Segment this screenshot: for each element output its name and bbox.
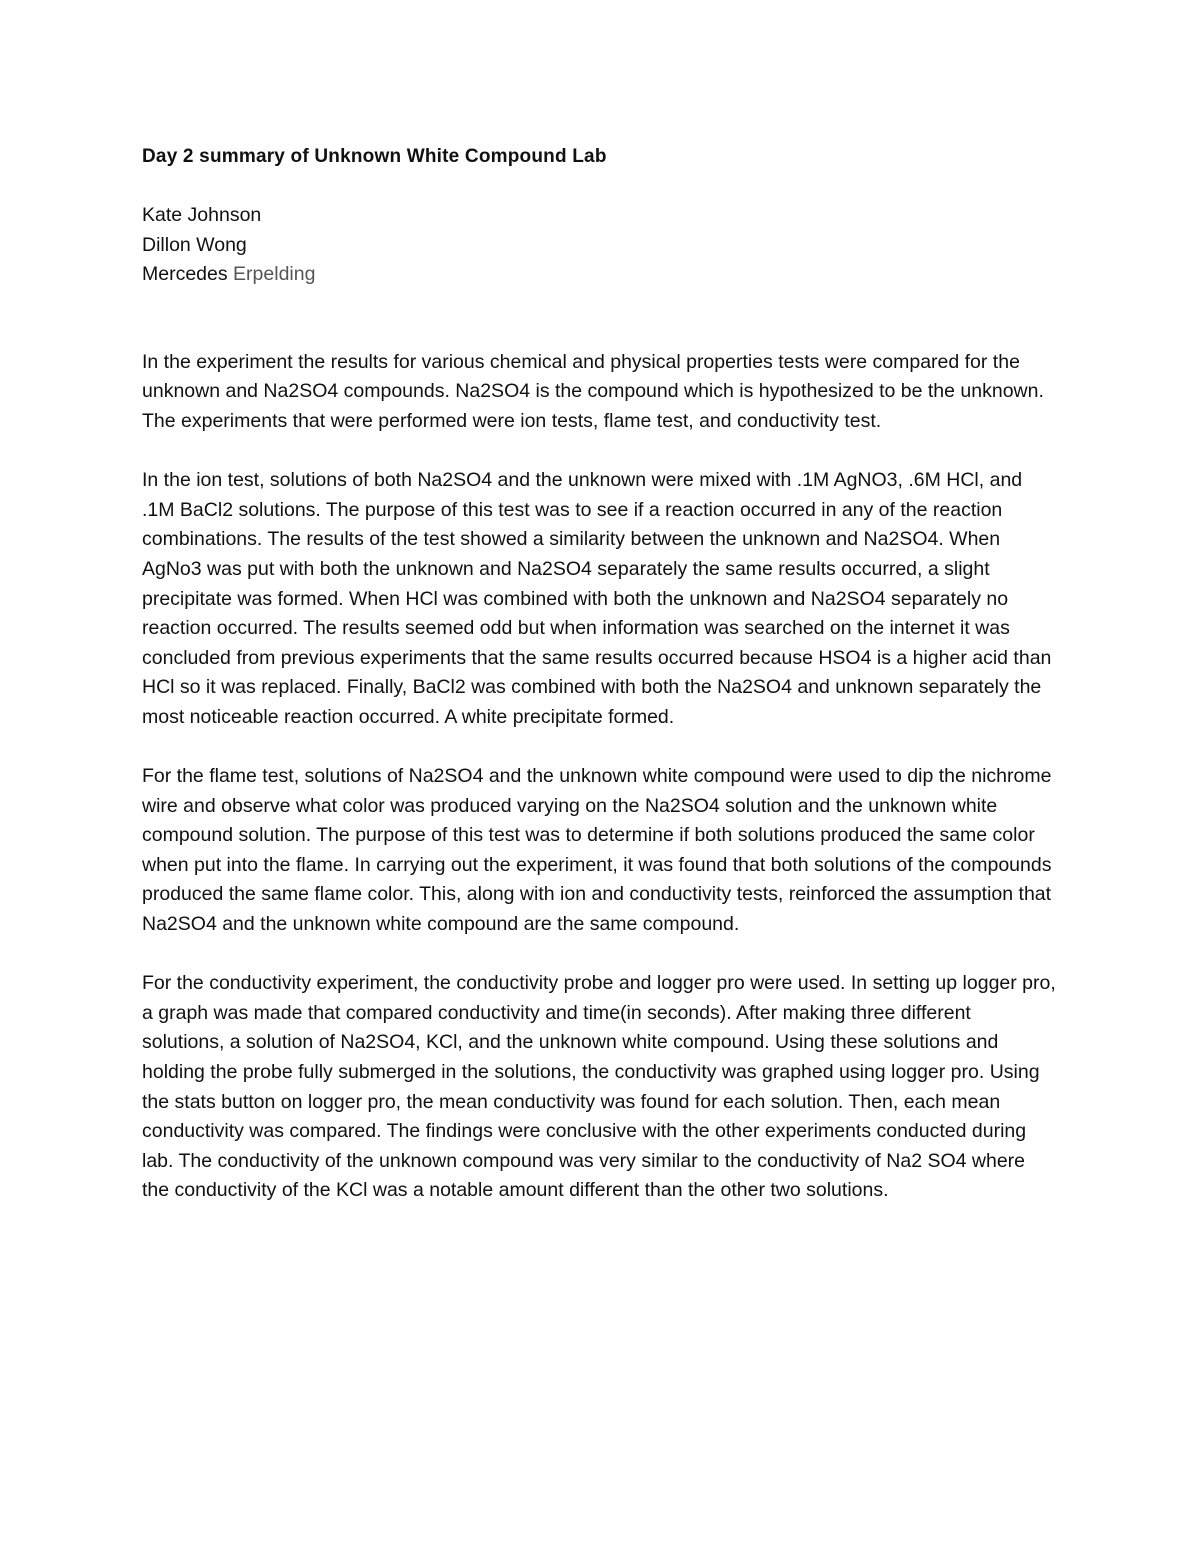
author-name-text: Mercedes (142, 263, 234, 286)
author-name (142, 260, 1057, 290)
paragraph-conductivity-test: For the conductivity experiment, the conductivity probe and logger pro were used. In setting up logger pro, a graph was made that compared conductivity and time(in seconds). After making three different solutions, a solution of Na2SO4, KCl, and the unknown white compound. Using these solutions and holding the probe fully submerged in the solutions, the conductivity was graphed using logger pro. Using the stats button on logger pro, the mean conductivity was found for each solution. Then, each mean conductivity was compared. The findings were conclusive with the other experiments conducted during lab. The conductivity of the unknown compound was very similar to the conductivity of Na2 SO4 where the conductivity of the KCl was a notable amount different than the other two solutions. (142, 972, 1056, 1202)
document-title: Day 2 summary of Unknown White Compound Lab (142, 146, 607, 167)
paragraph-ion-test: In the ion test, solutions of both Na2SO4 and the unknown were mixed with .1M AgNO3, .6M HCl, and .1M BaCl2 solutions. The purpose of this test was to see if a reaction occurred in any of the reaction combinations. The results of the test showed a similarity between the unknown and Na2SO4. When AgNo3 was put with both the unknown and Na2SO4 separately the same results occurred, a slight precipitate was formed. When HCl was combined with both the unknown and Na2SO4 separately no reaction occurred. The results seemed odd but when information was searched on the internet it was concluded from previous experiments that the same results occurred because HSO4 is a higher acid than HCl so it was replaced. Finally, BaCl2 was combined with both the Na2SO4 and unknown separately the most noticeable reaction occurred. A white precipitate formed. (142, 469, 1052, 728)
body-paragraphs (142, 348, 1057, 1206)
author-name (142, 231, 1057, 261)
document-body (142, 143, 1057, 1236)
author-name-text: Kate Johnson (142, 204, 262, 226)
author-list (142, 201, 1057, 290)
author-name (142, 201, 1057, 231)
paragraph-introduction: In the experiment the results for various chemical and physical properties tests were compared for the unknown and Na2SO4 compounds. Na2SO4 is the compound which is hypothesized to be the unknown. The experiments that were performed were ion tests, flame test, and conductivity test. (142, 350, 1044, 432)
author-name-text: Dillon Wong (142, 233, 247, 256)
paragraph-flame-test: For the flame test, solutions of Na2SO4 and the unknown white compound were used to dip the nichrome wire and observe what color was produced varying on the Na2SO4 solution and the unknown white compound solution. The purpose of this test was to determine if both solutions produced the same color when put into the flame. In carrying out the experiment, it was found that both solutions of the compounds produced the same flame color. This, along with ion and conductivity tests, reinforced the assumption that Na2SO4 and the unknown white compound are the same compound. (142, 765, 1052, 936)
author-name-muted-text: Erpelding (233, 263, 316, 286)
